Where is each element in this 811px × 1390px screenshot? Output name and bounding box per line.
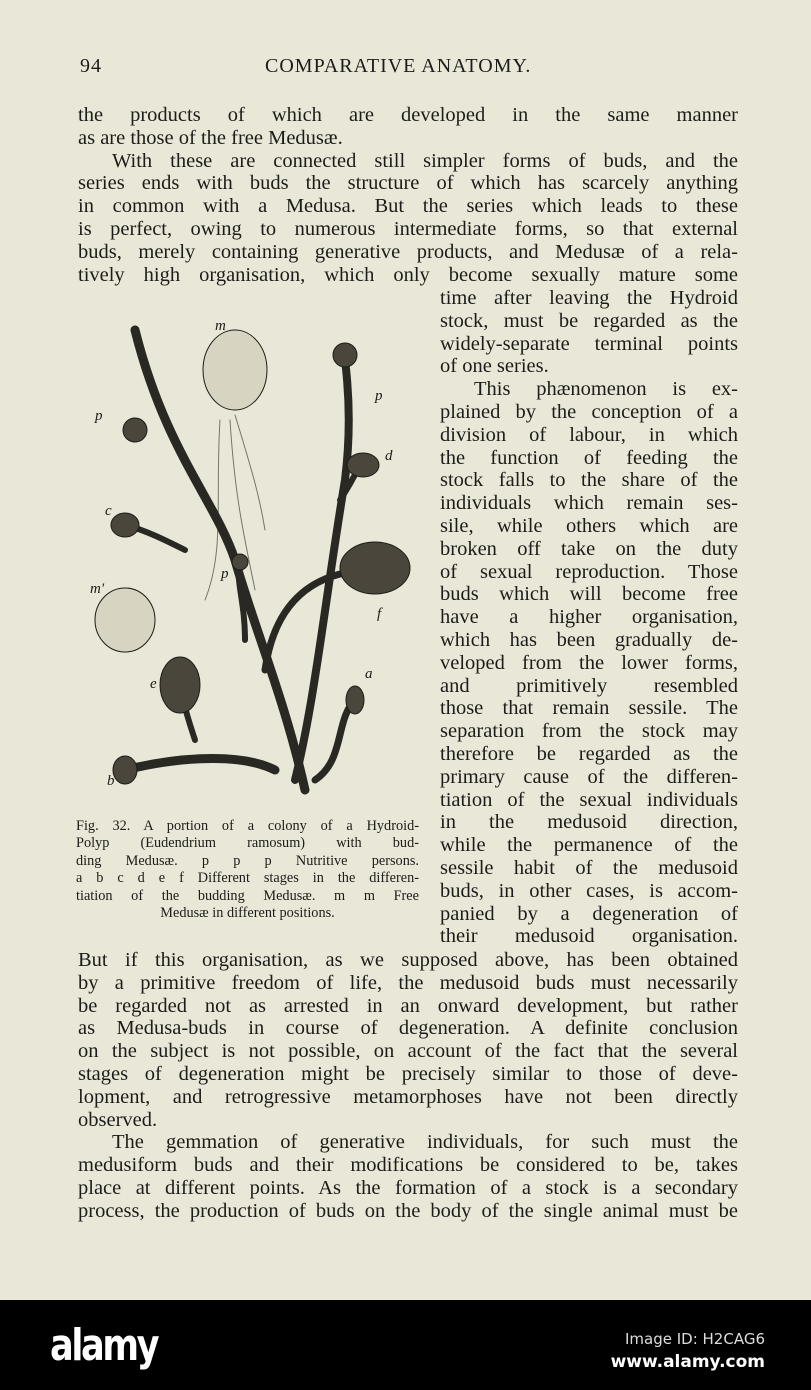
text-line: which has been gradually de- — [440, 628, 738, 651]
text-line: primary cause of the differen- — [440, 765, 738, 788]
text-line: the function of feeding the — [440, 446, 738, 469]
body-text-right-column — [440, 287, 738, 948]
text-line: as are those of the free Medusæ. — [78, 126, 343, 149]
text-line: those that remain sessile. The — [440, 697, 738, 720]
stalk — [315, 700, 355, 780]
text-line: panied by a degeneration of — [440, 902, 738, 925]
free-medusa-side — [95, 588, 155, 652]
text-line: veloped from the lower forms, — [440, 651, 738, 674]
text-line: individuals which remain ses- — [440, 492, 738, 515]
text-line: place at different points. As the formation of a stock is a secondary — [78, 1176, 738, 1199]
free-medusa-bell — [203, 330, 267, 410]
text-line: plained by the conception of a — [440, 400, 738, 423]
watermark-footer — [0, 1300, 811, 1390]
text-line: With these are connected still simpler forms of buds, and the — [112, 149, 738, 172]
text-line: is perfect, owing to numerous intermediate forms, so that external — [78, 217, 738, 240]
text-line: medusiform buds and their modifications be considered to be, takes — [78, 1154, 738, 1177]
text-line: stock, must be regarded as the — [440, 309, 738, 332]
text-line: But if this organisation, as we supposed above, has been obtained — [78, 949, 738, 971]
text-line: and primitively resembled — [440, 674, 738, 697]
polyp-head — [232, 554, 248, 570]
body-text-bottom — [78, 949, 738, 1223]
text-line: sessile habit of the medusoid — [440, 856, 738, 879]
text-line: buds, in other cases, is accom- — [440, 879, 738, 902]
text-line: sile, while others which are — [440, 514, 738, 537]
figure-caption — [76, 818, 419, 922]
text-line: therefore be regarded as the — [440, 742, 738, 765]
figure-label: c — [105, 503, 112, 519]
text-line: have a higher organisation, — [440, 606, 738, 629]
text-line: buds, merely containing generative products, and Medusæ of a rela- — [78, 240, 738, 263]
figure-label: p — [375, 388, 383, 404]
text-line: process, the production of buds on the body of the single animal must be — [78, 1199, 738, 1222]
text-line: ding Medusæ. p p p Nutritive persons. — [76, 852, 419, 869]
figure-label: m — [215, 318, 226, 334]
medusa-bud-d — [347, 453, 379, 477]
text-line: a b c d e f Different stages in the differen- — [76, 870, 419, 887]
figure-label: f — [377, 606, 382, 622]
page-number: 94 — [80, 55, 102, 77]
text-line: by a primitive freedom of life, the medusoid buds must necessarily — [78, 971, 738, 994]
text-line: be regarded not as arrested in an onward development, but rather — [78, 994, 738, 1017]
figure-label: p — [95, 408, 103, 424]
alamy-logo: alamy — [50, 1320, 158, 1371]
figure-label: a — [365, 666, 373, 682]
medusa-bud-e — [160, 657, 200, 713]
text-line: time after leaving the Hydroid — [440, 287, 738, 309]
text-line: This phænomenon is ex- — [474, 378, 738, 401]
text-line: division of labour, in which — [440, 423, 738, 446]
text-line: widely-separate terminal points — [440, 332, 738, 355]
medusa-bud-a — [346, 686, 364, 714]
text-line: their medusoid organisation. — [440, 925, 738, 948]
text-line: the products of which are developed in the same manner — [78, 104, 738, 126]
medusa-bud-c — [111, 513, 139, 537]
figure-label: b — [107, 773, 115, 789]
figure-label: d — [385, 448, 393, 464]
text-line: in the medusoid direction, — [440, 811, 738, 834]
text-line: while the permanence of the — [440, 834, 738, 857]
text-line: Polyp (Eudendrium ramosum) with bud- — [76, 835, 419, 852]
hydroid-colony-illustration — [85, 300, 430, 810]
text-line: observed. — [78, 1108, 158, 1131]
text-line: buds which will become free — [440, 583, 738, 606]
medusa-bud-b — [113, 756, 137, 784]
figure-label: e — [150, 676, 157, 692]
image-id: Image ID: H2CAG6 — [624, 1330, 765, 1348]
text-line: series ends with buds the structure of which has scarcely anything — [78, 172, 738, 195]
stalk — [125, 758, 275, 770]
text-line: lopment, and retrogressive metamorphoses have not been directly — [78, 1085, 738, 1108]
text-line: The gemmation of generative individuals, for such must the — [112, 1131, 738, 1154]
running-title: COMPARATIVE ANATOMY. — [265, 55, 532, 77]
text-line: stages of degeneration might be precisely similar to those of deve- — [78, 1062, 738, 1085]
text-line: tiation of the sexual individuals — [440, 788, 738, 811]
text-line: as Medusa-buds in course of degeneration. A definite conclusion — [78, 1017, 738, 1040]
figure-label: p — [221, 566, 229, 582]
polyp-head — [123, 418, 147, 442]
text-line: broken off take on the duty — [440, 537, 738, 560]
text-line: in common with a Medusa. But the series which leads to these — [78, 195, 738, 218]
polyp-head — [333, 343, 357, 367]
text-line: Medusæ in different positions. — [160, 904, 335, 921]
site-url: www.alamy.com — [610, 1352, 765, 1372]
figure-label: m' — [90, 581, 105, 597]
text-line: Fig. 32. A portion of a colony of a Hydroid- — [76, 818, 419, 834]
text-line: on the subject is not possible, on account of the fact that the several — [78, 1040, 738, 1063]
text-line: stock falls to the share of the — [440, 469, 738, 492]
medusa-bud-f — [340, 542, 410, 594]
text-line: tiation of the budding Medusæ. m m Free — [76, 887, 419, 904]
body-text-top — [78, 104, 738, 286]
text-line: of one series. — [440, 355, 549, 378]
text-line: of sexual reproduction. Those — [440, 560, 738, 583]
text-line: tively high organisation, which only become sexually mature some — [78, 263, 738, 286]
text-line: separation from the stock may — [440, 720, 738, 743]
